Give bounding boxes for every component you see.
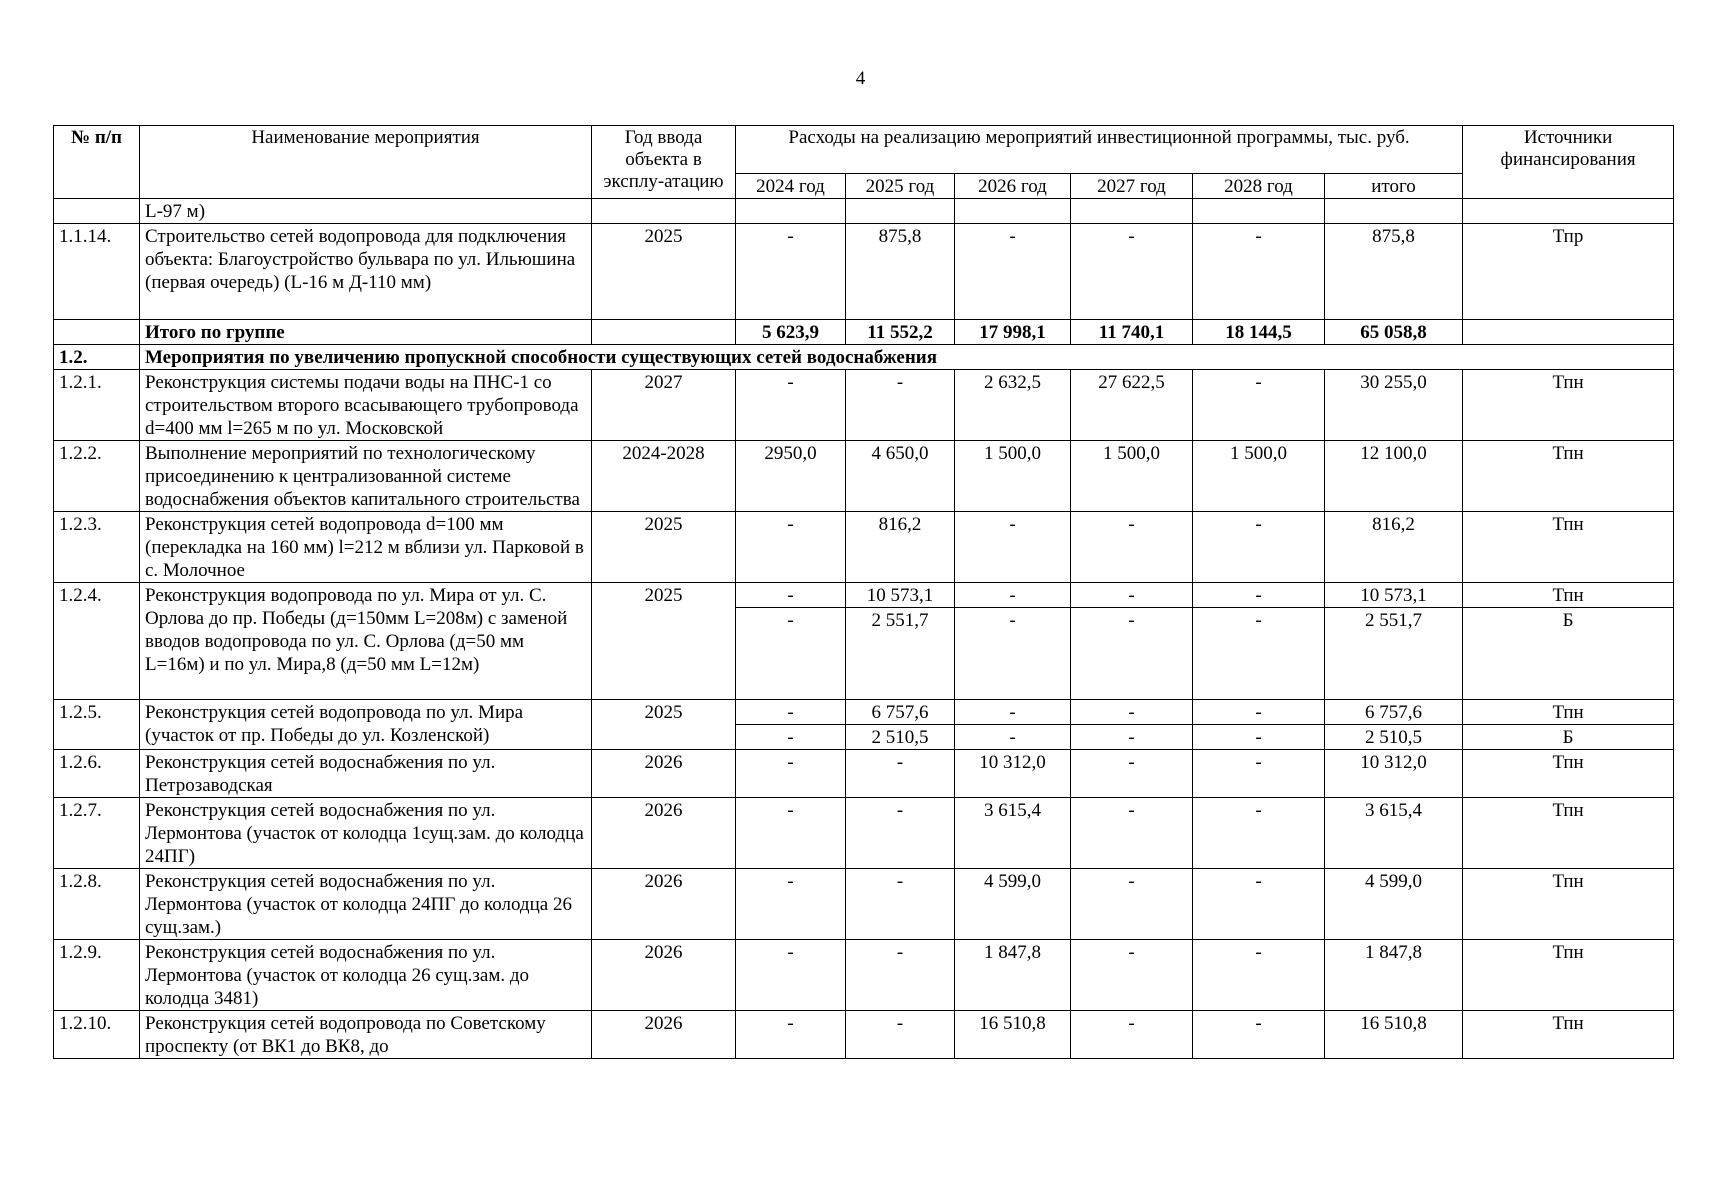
row-2025: 816,2 (846, 512, 955, 583)
row-total: 2 510,5 (1325, 725, 1463, 750)
row-2027: - (1071, 512, 1193, 583)
row-2028: - (1193, 608, 1325, 700)
row-2025 (846, 199, 955, 224)
row-total: 1 847,8 (1325, 940, 1463, 1011)
row-source: Тпн (1463, 583, 1674, 608)
row-2025: 4 650,0 (846, 441, 955, 512)
row-2026: 16 510,8 (955, 1011, 1071, 1059)
row-year: 2026 (592, 940, 736, 1011)
section-num: 1.2. (54, 345, 140, 370)
row-2026: 1 847,8 (955, 940, 1071, 1011)
row-2026: 2 632,5 (955, 370, 1071, 441)
row-total (1325, 199, 1463, 224)
row-2027: - (1071, 608, 1193, 700)
row-name: Реконструкция сетей водопровода d=100 мм (перекладка на 160 мм) l=212 м вблизи ул. Парковой в с. Молочное (140, 512, 592, 583)
row-2024 (736, 199, 846, 224)
investment-program-table (53, 125, 1674, 1059)
row-name: Реконструкция сетей водопровода по Советскому проспекту (от ВК1 до ВК8, до (140, 1011, 592, 1059)
row-2024: - (736, 798, 846, 869)
row-source: Тпн (1463, 798, 1674, 869)
row-name: Реконструкция водопровода по ул. Мира от ул. С. Орлова до пр. Победы (д=150мм L=208м) с заменой вводов водопровода по ул. С. Орлова (д=50 мм L=16м) и по ул. Мира,8 (д=50 мм L=12м) (140, 583, 592, 700)
row-year: 2026 (592, 750, 736, 798)
row-2026: 4 599,0 (955, 869, 1071, 940)
row-year: 2026 (592, 869, 736, 940)
header-year-2028: 2028 год (1193, 174, 1325, 199)
row-total: 10 573,1 (1325, 583, 1463, 608)
row-num: 1.2.6. (54, 750, 140, 798)
row-source: Тпн (1463, 700, 1674, 725)
row-name: Реконструкция сетей водоснабжения по ул. Лермонтова (участок от колодца 1сущ.зам. до колодца 24ПГ) (140, 798, 592, 869)
row-2027: 1 500,0 (1071, 441, 1193, 512)
row-name: Реконструкция сетей водоснабжения по ул. Лермонтова (участок от колодца 24ПГ до колодца 26 сущ.зам.) (140, 869, 592, 940)
row-2026: 3 615,4 (955, 798, 1071, 869)
row-2026: 10 312,0 (955, 750, 1071, 798)
row-2028: - (1193, 869, 1325, 940)
row-name: Итого по группе (140, 320, 592, 345)
row-2026: - (955, 224, 1071, 320)
row-name: Реконструкция системы подачи воды на ПНС-1 со строительством второго всасывающего трубопровода d=400 мм l=265 м по ул. Московской (140, 370, 592, 441)
table-row (54, 869, 1674, 940)
row-total: 30 255,0 (1325, 370, 1463, 441)
row-2027: - (1071, 750, 1193, 798)
row-2027: 11 740,1 (1071, 320, 1193, 345)
row-name: Выполнение мероприятий по технологическому присоединению к централизованной системе водоснабжения объектов капитального строительства (140, 441, 592, 512)
row-total: 3 615,4 (1325, 798, 1463, 869)
row-num: 1.2.2. (54, 441, 140, 512)
row-2027: - (1071, 940, 1193, 1011)
row-2024: - (736, 1011, 846, 1059)
row-total: 2 551,7 (1325, 608, 1463, 700)
row-2024: - (736, 725, 846, 750)
section-row (54, 345, 1674, 370)
row-2028: - (1193, 224, 1325, 320)
row-2025: - (846, 869, 955, 940)
row-2024: - (736, 700, 846, 725)
row-source: Тпн (1463, 750, 1674, 798)
row-total: 875,8 (1325, 224, 1463, 320)
row-total: 816,2 (1325, 512, 1463, 583)
row-num: 1.2.5. (54, 700, 140, 750)
row-2028: - (1193, 700, 1325, 725)
table-row (54, 199, 1674, 224)
row-2026: - (955, 583, 1071, 608)
row-2025: 10 573,1 (846, 583, 955, 608)
row-2025: 875,8 (846, 224, 955, 320)
table-row (54, 441, 1674, 512)
header-year-2026: 2026 год (955, 174, 1071, 199)
row-2024: - (736, 224, 846, 320)
table-row (54, 700, 1674, 725)
row-source: Тпн (1463, 512, 1674, 583)
row-name: Строительство сетей водопровода для подключения объекта: Благоустройство бульвара по ул. Ильюшина (первая очередь) (L-16 м Д-110 мм) (140, 224, 592, 320)
row-num: 1.1.14. (54, 224, 140, 320)
header-year-2025: 2025 год (846, 174, 955, 199)
row-year: 2025 (592, 583, 736, 700)
row-2025: - (846, 798, 955, 869)
row-2026: - (955, 725, 1071, 750)
row-source: Тпн (1463, 441, 1674, 512)
row-source: Тпн (1463, 869, 1674, 940)
header-year-2027: 2027 год (1071, 174, 1193, 199)
row-2026: 1 500,0 (955, 441, 1071, 512)
row-2028: - (1193, 940, 1325, 1011)
table-row (54, 1011, 1674, 1059)
row-num (54, 320, 140, 345)
header-sources: Источники финансирования (1463, 126, 1674, 199)
row-year (592, 199, 736, 224)
row-name: Реконструкция сетей водоснабжения по ул. Петрозаводская (140, 750, 592, 798)
row-year: 2025 (592, 512, 736, 583)
row-source: Б (1463, 725, 1674, 750)
row-2028: - (1193, 750, 1325, 798)
row-year: 2025 (592, 224, 736, 320)
row-total: 10 312,0 (1325, 750, 1463, 798)
row-2028: 18 144,5 (1193, 320, 1325, 345)
row-2028: - (1193, 370, 1325, 441)
row-2028: 1 500,0 (1193, 441, 1325, 512)
row-2028: - (1193, 583, 1325, 608)
row-source (1463, 320, 1674, 345)
row-2027: - (1071, 1011, 1193, 1059)
row-year: 2024-2028 (592, 441, 736, 512)
row-2028 (1193, 199, 1325, 224)
table-row (54, 940, 1674, 1011)
row-2026: - (955, 700, 1071, 725)
row-total: 16 510,8 (1325, 1011, 1463, 1059)
row-num: 1.2.7. (54, 798, 140, 869)
row-2028: - (1193, 798, 1325, 869)
row-num: 1.2.9. (54, 940, 140, 1011)
row-source: Б (1463, 608, 1674, 700)
row-2026: - (955, 512, 1071, 583)
row-num: 1.2.3. (54, 512, 140, 583)
row-2024: 2950,0 (736, 441, 846, 512)
row-source: Тпн (1463, 370, 1674, 441)
table-row (54, 512, 1674, 583)
row-2024: - (736, 512, 846, 583)
row-2027: - (1071, 583, 1193, 608)
row-2024: - (736, 869, 846, 940)
row-2027: - (1071, 798, 1193, 869)
table-row (54, 583, 1674, 608)
row-2027: - (1071, 725, 1193, 750)
row-2028: - (1193, 1011, 1325, 1059)
row-source: Тпн (1463, 1011, 1674, 1059)
table-row (54, 224, 1674, 320)
header-year: Год ввода объекта в эксплу-атацию (592, 126, 736, 199)
table-row (54, 798, 1674, 869)
row-source: Тпн (1463, 940, 1674, 1011)
row-name: L-97 м) (140, 199, 592, 224)
row-2026: 17 998,1 (955, 320, 1071, 345)
row-year: 2026 (592, 798, 736, 869)
row-2027 (1071, 199, 1193, 224)
row-2025: 2 551,7 (846, 608, 955, 700)
row-num: 1.2.4. (54, 583, 140, 700)
row-year: 2027 (592, 370, 736, 441)
row-2024: - (736, 608, 846, 700)
row-2027: - (1071, 869, 1193, 940)
row-total: 12 100,0 (1325, 441, 1463, 512)
row-2025: - (846, 1011, 955, 1059)
row-num: 1.2.10. (54, 1011, 140, 1059)
row-2024: - (736, 750, 846, 798)
page-number: 4 (855, 68, 866, 89)
row-name: Реконструкция сетей водопровода по ул. Мира (участок от пр. Победы до ул. Козленской) (140, 700, 592, 750)
row-2027: 27 622,5 (1071, 370, 1193, 441)
header-expenses: Расходы на реализацию мероприятий инвестиционной программы, тыс. руб. (736, 126, 1463, 174)
row-num: 1.2.8. (54, 869, 140, 940)
row-name: Реконструкция сетей водоснабжения по ул. Лермонтова (участок от колодца 26 сущ.зам. до колодца 3481) (140, 940, 592, 1011)
row-2026 (955, 199, 1071, 224)
row-source: Тпр (1463, 224, 1674, 320)
row-2025: - (846, 750, 955, 798)
table-row (54, 370, 1674, 441)
row-total: 6 757,6 (1325, 700, 1463, 725)
row-num: 1.2.1. (54, 370, 140, 441)
group-total-row (54, 320, 1674, 345)
row-2026: - (955, 608, 1071, 700)
row-2025: - (846, 940, 955, 1011)
row-2028: - (1193, 725, 1325, 750)
table-row (54, 750, 1674, 798)
row-2025: 2 510,5 (846, 725, 955, 750)
header-name: Наименование мероприятия (140, 126, 592, 199)
row-2024: - (736, 583, 846, 608)
row-year (592, 320, 736, 345)
row-2028: - (1193, 512, 1325, 583)
header-total: итого (1325, 174, 1463, 199)
row-total: 4 599,0 (1325, 869, 1463, 940)
row-num (54, 199, 140, 224)
row-2025: 6 757,6 (846, 700, 955, 725)
row-year: 2025 (592, 700, 736, 750)
section-title: Мероприятия по увеличению пропускной способности существующих сетей водоснабжения (140, 345, 1674, 370)
row-2024: 5 623,9 (736, 320, 846, 345)
header-year-2024: 2024 год (736, 174, 846, 199)
row-2025: 11 552,2 (846, 320, 955, 345)
row-total: 65 058,8 (1325, 320, 1463, 345)
row-2027: - (1071, 700, 1193, 725)
row-2027: - (1071, 224, 1193, 320)
row-2024: - (736, 940, 846, 1011)
row-year: 2026 (592, 1011, 736, 1059)
header-num: № п/п (54, 126, 140, 199)
row-source (1463, 199, 1674, 224)
row-2025: - (846, 370, 955, 441)
row-2024: - (736, 370, 846, 441)
